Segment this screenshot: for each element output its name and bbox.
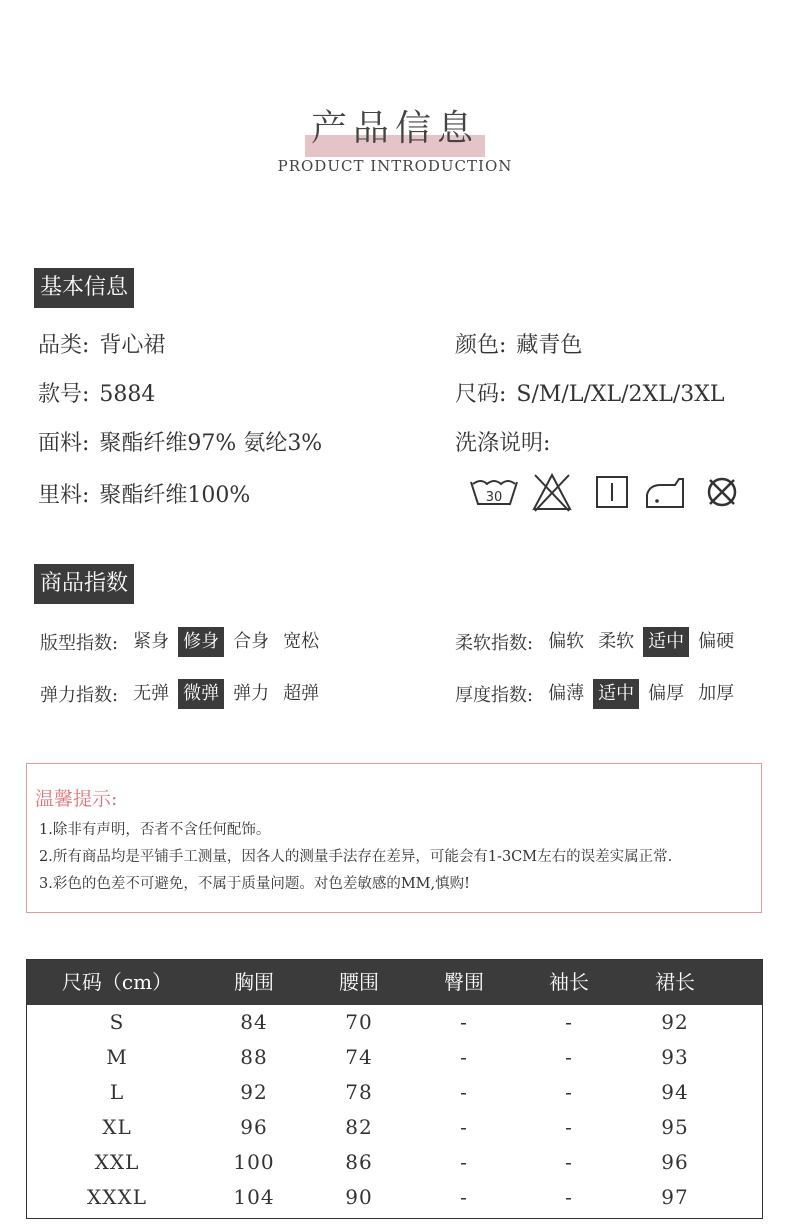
size-table <box>26 959 763 1219</box>
cell-chest: 84 <box>240 1010 268 1034</box>
softness-index-row <box>455 626 743 658</box>
model-value: 5884 <box>99 382 156 407</box>
softness-option: 偏软 <box>548 631 585 652</box>
header-size: 尺码（cm） <box>61 970 173 994</box>
fit-option: 合身 <box>233 631 270 652</box>
fabric-label: 面料: <box>38 431 90 456</box>
cell-chest: 104 <box>233 1185 275 1209</box>
category-label: 品类: <box>38 333 90 358</box>
cell-sleeve: - <box>565 1010 573 1034</box>
cell-hip: - <box>460 1045 468 1069</box>
table-row <box>27 1110 762 1145</box>
header-sleeve: 袖长 <box>549 970 589 994</box>
product-index-tag: 商品指数 <box>34 564 134 604</box>
page-subtitle: PRODUCT INTRODUCTION <box>277 157 513 175</box>
elastic-option-selected: 微弹 <box>178 679 224 709</box>
fit-option-selected: 修身 <box>178 627 224 657</box>
fit-index-row <box>40 626 328 658</box>
softness-index-label: 柔软指数: <box>455 633 534 654</box>
cell-skirt-length: 97 <box>661 1185 689 1209</box>
cell-size: XXL <box>94 1150 140 1174</box>
table-row <box>27 1145 762 1180</box>
header-skirt-length: 裙长 <box>655 970 695 994</box>
cell-skirt-length: 94 <box>661 1080 689 1104</box>
cell-chest: 92 <box>240 1080 268 1104</box>
notice-box <box>26 763 762 913</box>
lining-label: 里料: <box>38 483 90 508</box>
thickness-index-row <box>455 678 743 710</box>
cell-sleeve: - <box>565 1185 573 1209</box>
cell-waist: 78 <box>345 1080 373 1104</box>
fit-index-label: 版型指数: <box>40 633 119 654</box>
category-value: 背心裙 <box>99 333 166 358</box>
cell-hip: - <box>460 1115 468 1139</box>
softness-option-selected: 适中 <box>643 627 689 657</box>
thickness-option: 加厚 <box>698 683 735 704</box>
cell-skirt-length: 93 <box>661 1045 689 1069</box>
cell-hip: - <box>460 1010 468 1034</box>
page-title-text: 产品信息 <box>310 108 479 149</box>
cell-waist: 74 <box>345 1045 373 1069</box>
thickness-index-label: 厚度指数: <box>455 685 534 706</box>
thickness-option: 偏薄 <box>548 683 585 704</box>
page-title <box>305 105 485 153</box>
softness-option: 柔软 <box>598 631 635 652</box>
cell-skirt-length: 92 <box>661 1010 689 1034</box>
lining-row <box>38 478 250 509</box>
table-row <box>27 1040 762 1075</box>
wash-row <box>455 426 560 457</box>
cell-sleeve: - <box>565 1115 573 1139</box>
cell-waist: 70 <box>345 1010 373 1034</box>
cell-waist: 86 <box>345 1150 373 1174</box>
cell-size: M <box>106 1045 128 1069</box>
wash-temp-label: 30 <box>485 490 503 505</box>
elastic-option: 超弹 <box>283 683 320 704</box>
cell-hip: - <box>460 1150 468 1174</box>
cell-sleeve: - <box>565 1045 573 1069</box>
page-title-block <box>0 105 790 153</box>
cell-waist: 90 <box>345 1185 373 1209</box>
header-waist: 腰围 <box>339 970 379 994</box>
cell-hip: - <box>460 1185 468 1209</box>
color-value: 藏青色 <box>516 333 583 358</box>
cell-chest: 88 <box>240 1045 268 1069</box>
header-hip: 臀围 <box>444 970 484 994</box>
cell-skirt-length: 95 <box>661 1115 689 1139</box>
table-row <box>27 1180 762 1215</box>
cell-size: L <box>109 1080 125 1104</box>
notice-line: 2.所有商品均是平铺手工测量，因各人的测量手法存在差异，可能会有1-3CM左右的误差实属正常. <box>39 849 673 865</box>
color-row <box>455 328 582 359</box>
elastic-option: 弹力 <box>233 683 270 704</box>
size-row <box>455 377 725 408</box>
softness-option: 偏硬 <box>698 631 735 652</box>
wash-label: 洗涤说明: <box>455 431 551 456</box>
iron-icon <box>645 475 687 509</box>
notice-title: 温馨提示: <box>35 788 118 810</box>
lining-value: 聚酯纤维100% <box>99 483 251 508</box>
thickness-option: 偏厚 <box>648 683 685 704</box>
elastic-option: 无弹 <box>133 683 170 704</box>
size-label: 尺码: <box>455 382 507 407</box>
wash-icons <box>469 471 739 513</box>
table-row <box>27 1005 762 1040</box>
fabric-row <box>38 426 322 457</box>
fabric-value: 聚酯纤维97% 氨纶3% <box>99 431 323 456</box>
size-table-header <box>27 960 762 1005</box>
basic-info-tag: 基本信息 <box>34 268 134 308</box>
color-label: 颜色: <box>455 333 507 358</box>
cell-hip: - <box>460 1080 468 1104</box>
tumble-dry-icon <box>595 475 629 509</box>
fit-option: 宽松 <box>283 631 320 652</box>
elastic-index-label: 弹力指数: <box>40 685 119 706</box>
no-dry-clean-icon <box>705 475 739 509</box>
cell-sleeve: - <box>565 1150 573 1174</box>
notice-line: 3.彩色的色差不可避免，不属于质量问题。对色差敏感的MM,慎购! <box>39 876 470 892</box>
elastic-index-row <box>40 678 328 710</box>
table-row <box>27 1075 762 1110</box>
notice-line: 1.除非有声明，否者不含任何配饰。 <box>39 822 271 838</box>
cell-size: XL <box>102 1115 132 1139</box>
cell-chest: 100 <box>233 1150 275 1174</box>
cell-chest: 96 <box>240 1115 268 1139</box>
cell-waist: 82 <box>345 1115 373 1139</box>
cell-size: S <box>109 1010 125 1034</box>
model-row <box>38 377 155 408</box>
wash-30-icon <box>469 472 519 512</box>
no-bleach-icon <box>531 471 573 513</box>
cell-size: XXXL <box>87 1185 147 1209</box>
thickness-option-selected: 适中 <box>593 679 639 709</box>
cell-skirt-length: 96 <box>661 1150 689 1174</box>
cell-sleeve: - <box>565 1080 573 1104</box>
header-chest: 胸围 <box>234 970 274 994</box>
fit-option: 紧身 <box>133 631 170 652</box>
size-value: S/M/L/XL/2XL/3XL <box>516 382 725 407</box>
category-row <box>38 328 165 359</box>
model-label: 款号: <box>38 382 90 407</box>
